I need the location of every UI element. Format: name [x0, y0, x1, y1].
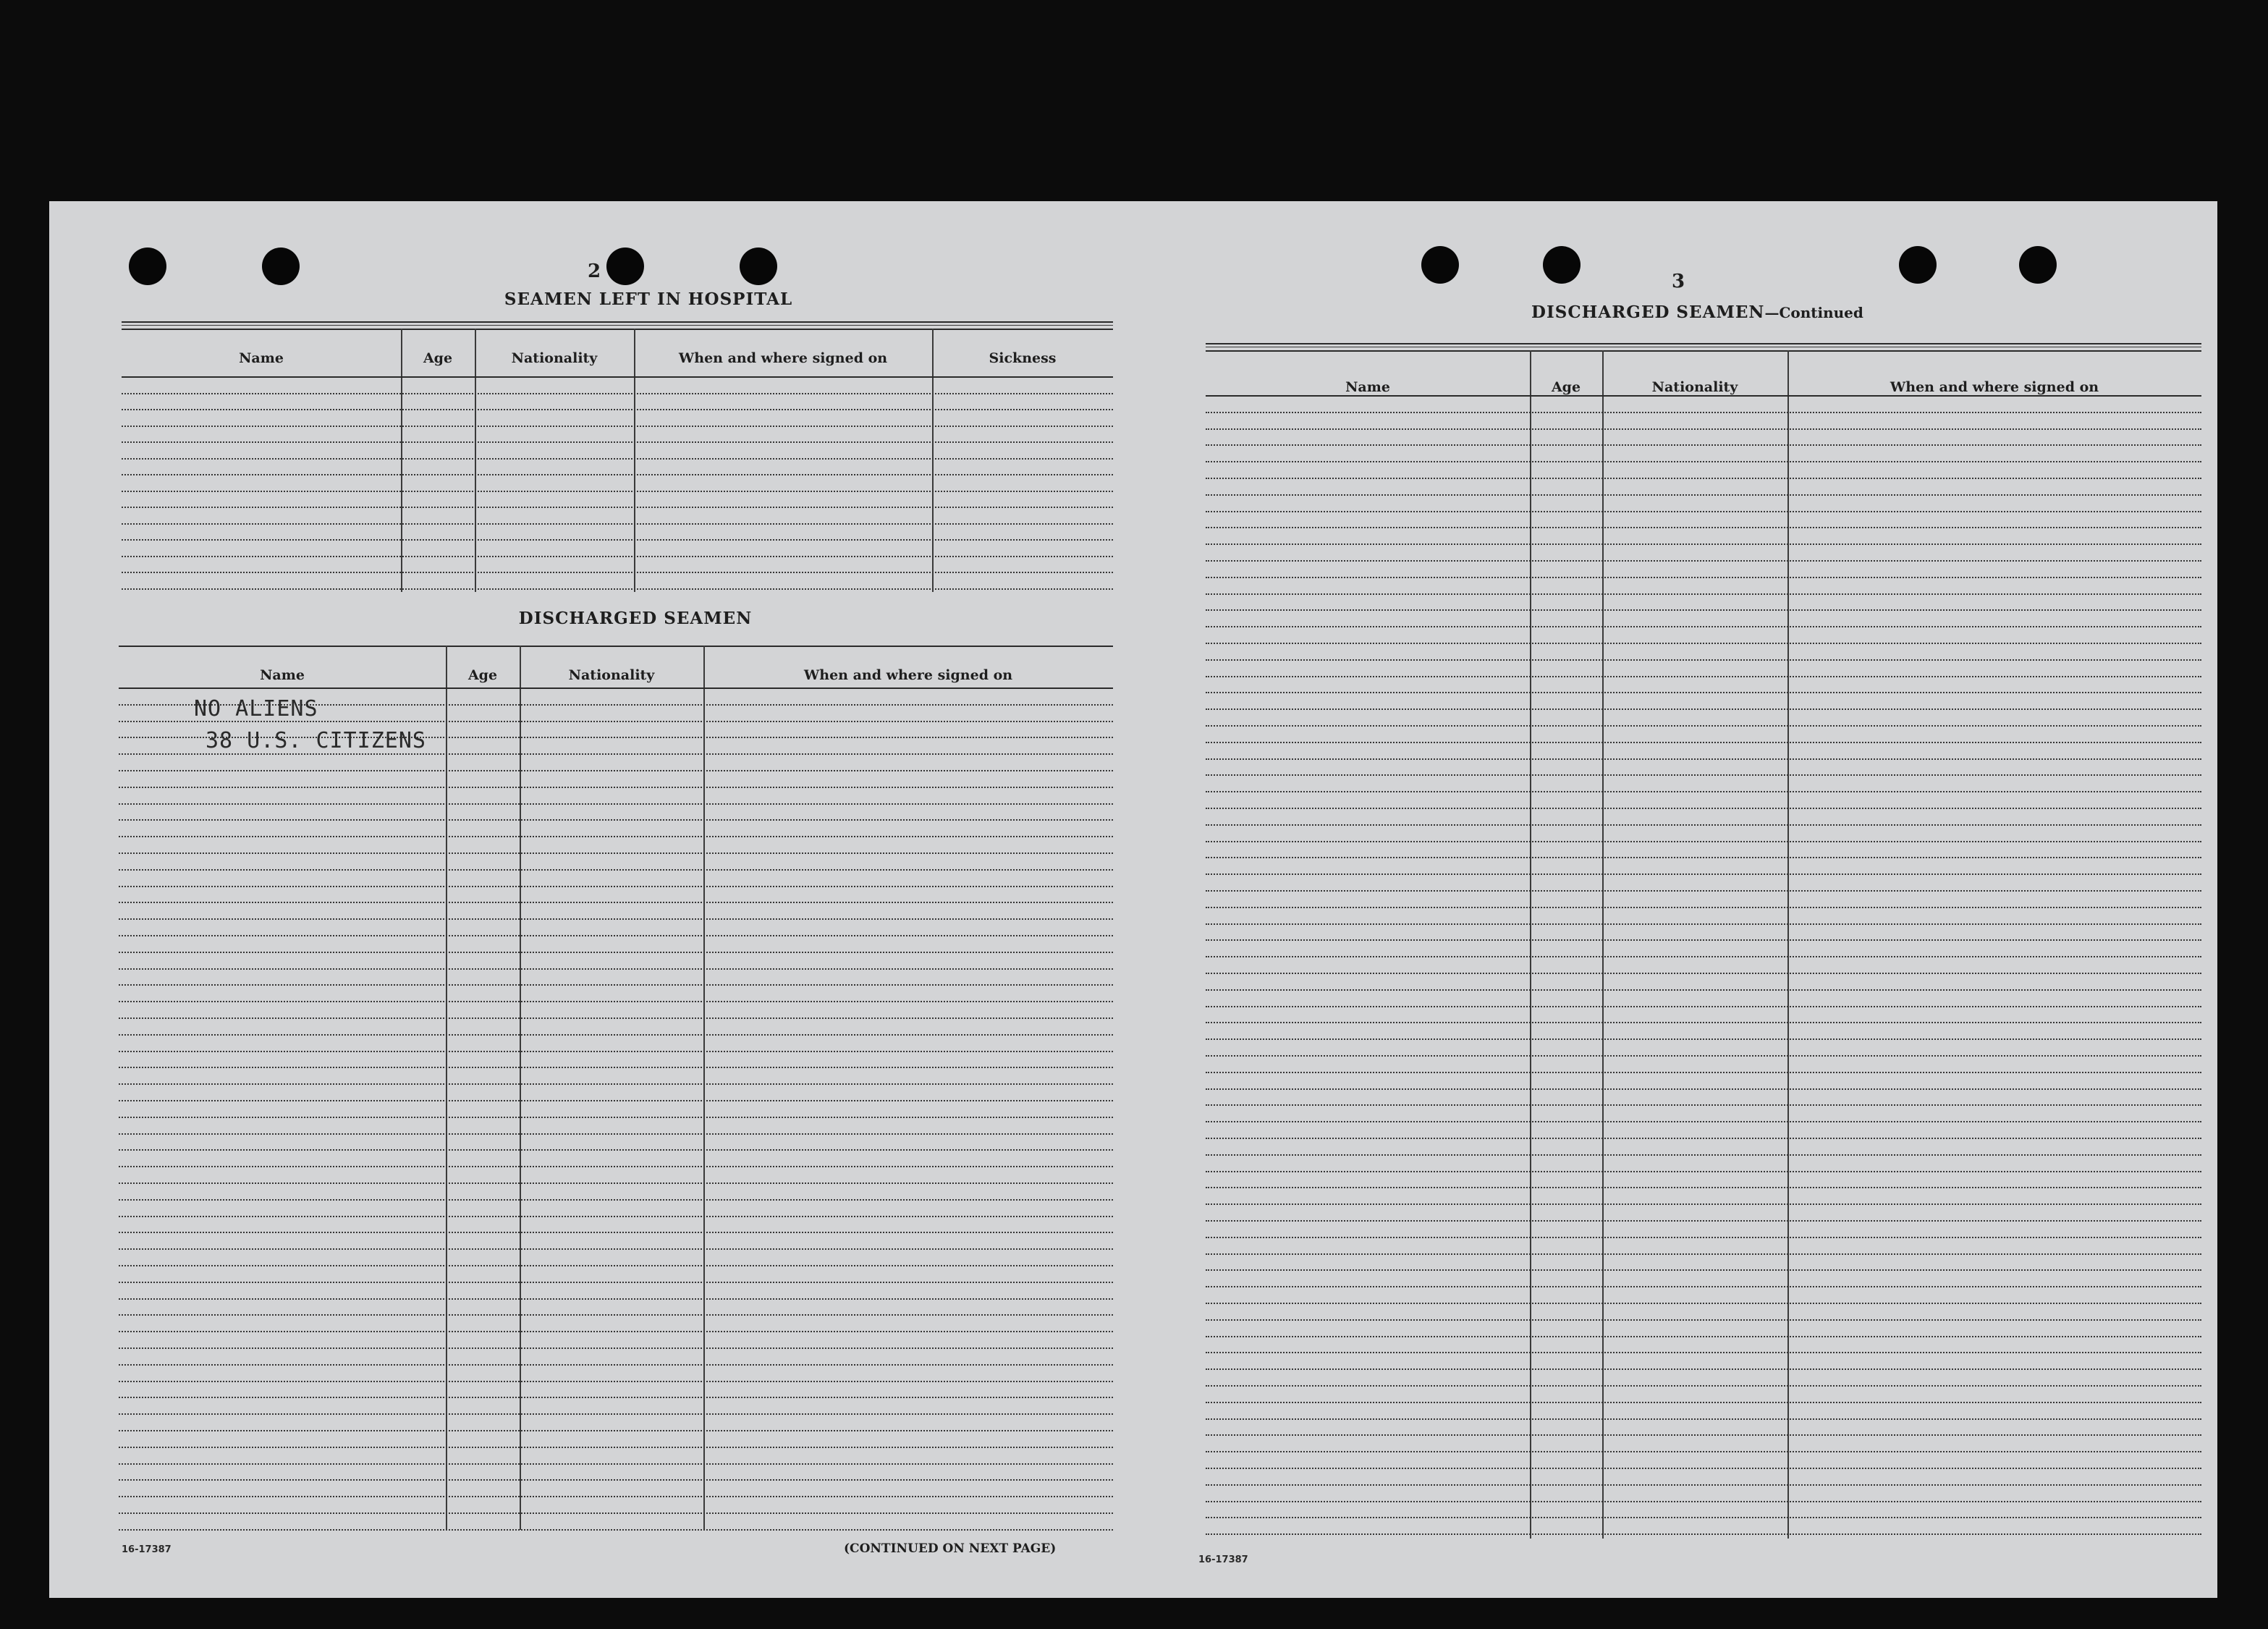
table-row [1206, 1187, 2201, 1188]
column-header: When and where signed on [1890, 379, 2099, 395]
table-row [119, 770, 1113, 771]
table-row [122, 458, 1113, 460]
table-row [1206, 444, 2201, 446]
table-row [1206, 956, 2201, 957]
table-row [1206, 890, 2201, 892]
table-row [1206, 1303, 2201, 1304]
table-row [1206, 1533, 2201, 1535]
table-row [119, 803, 1113, 805]
table-row [122, 507, 1113, 508]
table-row [1206, 1220, 2201, 1222]
table-row [119, 1034, 1113, 1036]
table-row [1206, 543, 2201, 545]
table-row [1206, 774, 2201, 776]
table-row [1206, 841, 2201, 842]
table-row [119, 1232, 1113, 1233]
punch-hole [740, 247, 777, 285]
table-row [1206, 758, 2201, 760]
table-row [119, 1496, 1113, 1497]
section-title-discharged: DISCHARGED SEAMEN [518, 609, 753, 628]
punch-hole [2019, 246, 2057, 284]
table-row [119, 1216, 1113, 1217]
table-row [122, 474, 1113, 475]
header-bottom-rule [119, 687, 1113, 689]
table-row [119, 1117, 1113, 1118]
table-row [119, 1182, 1113, 1184]
table-row [1206, 1319, 2201, 1321]
table-row [119, 869, 1113, 871]
table-row [119, 1051, 1113, 1052]
column-divider [1530, 350, 1531, 1539]
table-row [1206, 1501, 2201, 1502]
table-row [1206, 1154, 2201, 1156]
table-row [122, 523, 1113, 525]
punch-hole [1899, 246, 1937, 284]
table-row [119, 1397, 1113, 1398]
section-title-hospital: SEAMEN LEFT IN HOSPITAL [504, 289, 793, 309]
column-header: Age [1551, 379, 1581, 395]
table-row [119, 1479, 1113, 1481]
table-row [1206, 577, 2201, 578]
table-row [122, 441, 1113, 443]
table-row [119, 1265, 1113, 1266]
table-row [119, 1248, 1113, 1250]
column-header: Nationality [511, 350, 598, 366]
table-row [119, 1067, 1113, 1068]
column-divider [1602, 350, 1604, 1539]
section-title-discharged-continued [1531, 302, 1863, 322]
punch-hole [1421, 246, 1459, 284]
table-row [1206, 1171, 2201, 1172]
table-row [1206, 1484, 2201, 1486]
table-row [1206, 857, 2201, 858]
column-header: Name [239, 350, 284, 366]
table-row [119, 1083, 1113, 1085]
column-header: Sickness [989, 350, 1057, 366]
table-row [1206, 1269, 2201, 1271]
typed-entry: 38 U.S. CITIZENS [206, 728, 426, 753]
table-row [1206, 1368, 2201, 1370]
table-row [1206, 1336, 2201, 1337]
typed-entry: NO ALIENS [194, 696, 318, 722]
table-row [1206, 1253, 2201, 1255]
table-row [1206, 1038, 2201, 1040]
table-row [1206, 907, 2201, 908]
table-row [119, 1512, 1113, 1514]
title-suffix: —Continued [1764, 304, 1863, 321]
table-row [122, 426, 1113, 427]
table-row [119, 1001, 1113, 1002]
column-header: Nationality [1651, 379, 1738, 395]
table-row [1206, 643, 2201, 644]
table-row [1206, 939, 2201, 941]
table-row [119, 1314, 1113, 1316]
column-header: Age [423, 350, 453, 366]
page-number: 2 [588, 261, 601, 282]
table-row [119, 1529, 1113, 1531]
table-row [1206, 1451, 2201, 1452]
table-row [119, 753, 1113, 755]
table-row [119, 1017, 1113, 1019]
table-row [119, 952, 1113, 953]
form-number: 16-17387 [1198, 1554, 1248, 1565]
table-row [1206, 1203, 2201, 1205]
table-row [122, 393, 1113, 394]
table-row [119, 1133, 1113, 1135]
punch-hole [606, 247, 644, 285]
table-row [1206, 708, 2201, 710]
table-row [122, 491, 1113, 492]
table-row [1206, 692, 2201, 693]
table-row [1206, 808, 2201, 809]
table-row [119, 852, 1113, 854]
punch-hole [1543, 246, 1581, 284]
table-row [119, 984, 1113, 986]
table-row [122, 409, 1113, 410]
table-row [1206, 1121, 2201, 1122]
column-divider [1787, 350, 1789, 1539]
table-row [119, 1298, 1113, 1300]
column-divider [401, 329, 402, 592]
header-bottom-rule [1206, 395, 2201, 397]
table-row [119, 968, 1113, 970]
title-main: DISCHARGED SEAMEN [1531, 302, 1765, 322]
table-row [119, 1199, 1113, 1201]
table-row [1206, 725, 2201, 727]
table-top-rule [122, 329, 1113, 330]
table-row [1206, 593, 2201, 595]
table-row [1206, 511, 2201, 512]
table-row [119, 1463, 1113, 1465]
continued-note: (CONTINUED ON NEXT PAGE) [844, 1541, 1057, 1556]
table-row [122, 588, 1113, 590]
table-row [1206, 1434, 2201, 1436]
column-divider [932, 329, 934, 592]
table-row [119, 1381, 1113, 1382]
table-row [1206, 989, 2201, 991]
table-row [1206, 1468, 2201, 1469]
column-divider [634, 329, 635, 592]
table-row [1206, 1402, 2201, 1403]
column-header: When and where signed on [803, 667, 1013, 683]
table-row [1206, 560, 2201, 562]
table-row [119, 1282, 1113, 1283]
table-row [1206, 527, 2201, 528]
table-row [1206, 923, 2201, 925]
column-header: Nationality [568, 667, 655, 683]
table-row [1206, 1072, 2201, 1073]
table-row [1206, 494, 2201, 496]
table-row [1206, 676, 2201, 677]
column-header: Name [260, 667, 305, 683]
table-row [1206, 1352, 2201, 1353]
table-row [119, 1413, 1113, 1415]
title-rule [1206, 343, 2201, 347]
table-row [1206, 1286, 2201, 1287]
table-row [1206, 1138, 2201, 1139]
column-header: When and where signed on [678, 350, 888, 366]
table-row [1206, 1055, 2201, 1057]
table-row [119, 836, 1113, 837]
table-row [1206, 609, 2201, 611]
table-row [1206, 478, 2201, 479]
table-row [1206, 626, 2201, 627]
table-row [122, 539, 1113, 541]
column-divider [475, 329, 476, 592]
table-row [122, 556, 1113, 557]
punch-hole [129, 247, 166, 285]
table-row [1206, 1385, 2201, 1387]
table-row [1206, 1237, 2201, 1238]
title-rule [122, 321, 1113, 326]
table-row [119, 1364, 1113, 1366]
table-row [1206, 1088, 2201, 1090]
table-row [119, 1430, 1113, 1431]
table-row [119, 918, 1113, 920]
document-sheet [49, 201, 2217, 1598]
table-row [1206, 1006, 2201, 1007]
table-top-rule [1206, 350, 2201, 352]
table-row [119, 1166, 1113, 1167]
table-row [119, 819, 1113, 821]
table-row [122, 572, 1113, 573]
table-row [119, 1100, 1113, 1101]
table-row [1206, 1517, 2201, 1518]
punch-hole [262, 247, 300, 285]
table-row [119, 1447, 1113, 1448]
table-row [1206, 412, 2201, 413]
form-number: 16-17387 [122, 1544, 172, 1555]
table-row [1206, 1022, 2201, 1023]
table-row [119, 1149, 1113, 1151]
table-row [1206, 461, 2201, 462]
header-bottom-rule [122, 376, 1113, 378]
page-number: 3 [1672, 271, 1685, 292]
column-header: Name [1345, 379, 1390, 395]
table-row [119, 1331, 1113, 1332]
table-row [1206, 791, 2201, 792]
table-row [119, 787, 1113, 788]
table-row [1206, 659, 2201, 661]
table-row [119, 935, 1113, 936]
column-header: Age [467, 667, 498, 683]
table-row [119, 902, 1113, 903]
table-row [1206, 428, 2201, 430]
table-row [1206, 873, 2201, 875]
table-row [119, 1347, 1113, 1349]
table-top-rule [119, 646, 1113, 647]
table-row [1206, 824, 2201, 826]
table-row [1206, 742, 2201, 743]
table-row [1206, 1104, 2201, 1106]
table-row [1206, 1418, 2201, 1420]
table-row [1206, 973, 2201, 974]
table-row [119, 886, 1113, 887]
